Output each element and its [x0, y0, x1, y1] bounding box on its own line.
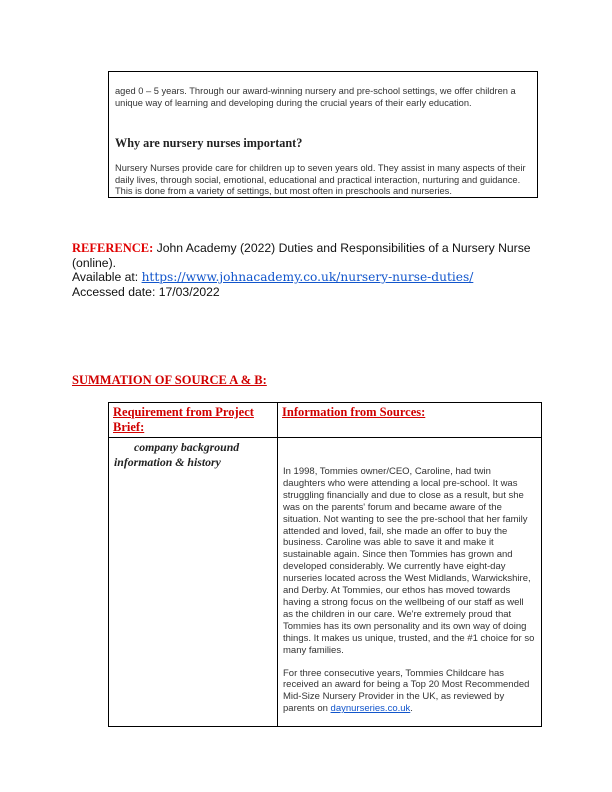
- table-row: [109, 438, 542, 727]
- header-cell-sources: [278, 403, 542, 438]
- daynurseries-link[interactable]: daynurseries.co.uk: [330, 703, 411, 715]
- requirement-cell: [109, 438, 278, 727]
- reference-url-link[interactable]: https://www.johnacademy.co.uk/nursery-nurse-duties/: [141, 270, 474, 284]
- award-paragraph: [283, 668, 535, 716]
- history-paragraph: In 1998, Tommies owner/CEO, Caroline, had twin daughters who were attending a local pre-school. It was struggling financially and due to close as a result, but she was on the parents' forum and became aware of the situation. Not wanting to see the pre-school that her family attended and loved, fail, she made an offer to buy the business. Caroline was able to save it and make it sustainable again. Since then Tommies has grown and developed considerably. We currently have eight-day nurseries located across the West Midlands, Warwickshire, and Derby. At Tommies, our ethos has moved towards having a strong focus on the wellbeing of our staff as well as the children in our care. We're extremely proud that Tommies has its own personality and its own way of doing things. It makes us unique, trusted, and the #1 choice for so many families.: [283, 466, 535, 656]
- reference-label: REFERENCE:: [72, 241, 154, 255]
- reference-citation: John Academy (2022) Duties and Responsibilities of a Nursery Nurse (online).: [72, 241, 531, 270]
- reference-line: [72, 241, 542, 270]
- award-period: .: [410, 703, 413, 715]
- summation-heading: SUMMATION OF SOURCE A & B:: [72, 373, 267, 387]
- header-sources: Information from Sources:: [282, 405, 426, 419]
- table-header-row: [109, 403, 542, 438]
- summation-table: [108, 402, 542, 727]
- intro-text-box: [108, 71, 538, 198]
- award-text: For three consecutive years, Tommies Childcare has received an award for being a Top 20 Most Recommended Mid-Size Nursery Provider in the UK, as reviewed by parents on: [283, 667, 530, 715]
- available-line: [72, 270, 542, 285]
- sources-content: [278, 438, 541, 715]
- requirement-text: company background information & history: [114, 440, 240, 469]
- reference-block: [72, 241, 542, 299]
- sources-cell: [278, 438, 542, 727]
- available-label: Available at:: [72, 270, 139, 284]
- nursery-nurses-paragraph: Nursery Nurses provide care for children up to seven years old. They assist in many aspects of their daily lives, through social, emotional, educational and practical interaction, nurturing and guidance. This is done from a variety of settings, but most often in preschools and nurseries.: [115, 163, 526, 197]
- header-requirement: Requirement from Project Brief:: [113, 405, 254, 434]
- nursery-nurses-heading: Why are nursery nurses important?: [115, 136, 303, 150]
- header-cell-requirement: [109, 403, 278, 438]
- accessed-date: Accessed date: 17/03/2022: [72, 284, 220, 299]
- intro-paragraph: aged 0 – 5 years. Through our award-winning nursery and pre-school settings, we offer children a unique way of learning and developing during the crucial years of their early education.: [115, 86, 516, 108]
